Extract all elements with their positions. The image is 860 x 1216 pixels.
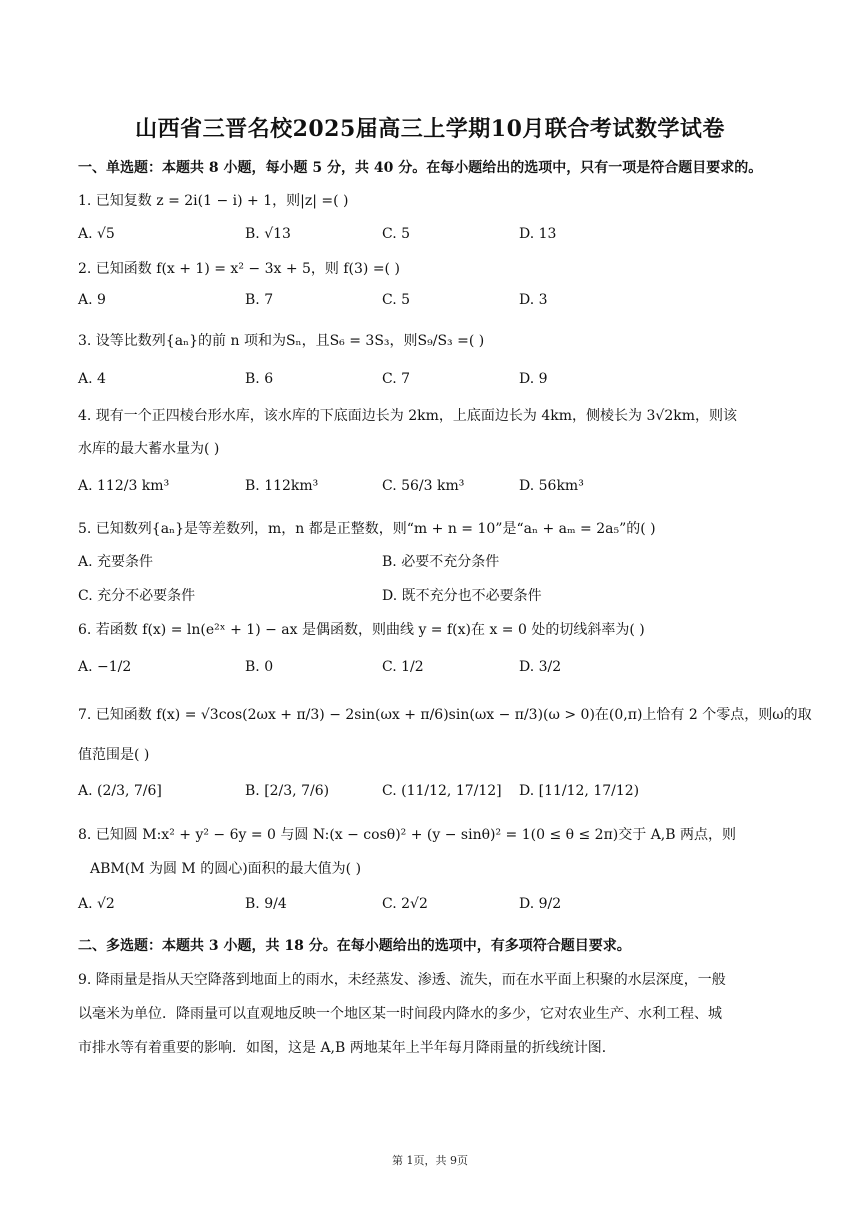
question-2-options — [78, 292, 798, 314]
option-b: B. 112km³ — [245, 478, 319, 494]
option-a: A. √2 — [78, 896, 115, 912]
option-a: A. −1/2 — [78, 659, 132, 675]
option-d: D. 9/2 — [519, 896, 562, 912]
option-a: A. 充要条件 — [78, 554, 154, 570]
question-7-stem: 7. 已知函数 f(x) = √3cos(2ωx + π/3) − 2sin(ωx + π/6)sin(ωx − π/3)(ω > 0)在(0,π)上恰有 2 个零点，则ω的取 — [78, 707, 812, 723]
option-d: D. 既不充分也不必要条件 — [382, 588, 542, 604]
page-footer: 第 1页，共 9页 — [392, 1154, 468, 1167]
option-b: B. 0 — [245, 659, 274, 675]
question-4-options — [78, 478, 798, 500]
question-8-stem-continued: ABM(M 为圆 M 的圆心)面积的最大值为( ) — [90, 861, 362, 877]
option-c: C. 7 — [382, 371, 411, 387]
question-8-stem: 8. 已知圆 M:x² + y² − 6y = 0 与圆 N:(x − cosθ)² + (y − sinθ)² = 1(0 ≤ θ ≤ 2π)交于 A,B 两点，则 — [78, 827, 736, 843]
question-7-options — [78, 783, 798, 805]
option-c: C. 5 — [382, 292, 411, 308]
question-6-options — [78, 659, 798, 681]
question-8-options — [78, 896, 798, 918]
option-c: C. (11/12, 17/12] — [382, 783, 502, 799]
exam-title: 山西省三晋名校2025届高三上学期10月联合考试数学试卷 — [135, 116, 725, 142]
question-9-line-2: 以毫米为单位．降雨量可以直观地反映一个地区某一时间段内降水的多少，它对农业生产、水利工程、城 — [78, 1006, 722, 1022]
option-d: D. 9 — [519, 371, 548, 387]
option-c: C. 2√2 — [382, 896, 428, 912]
section-heading-multi-choice: 二、多选题：本题共 3 小题，共 18 分。在每小题给出的选项中，有多项符合题目要求。 — [78, 938, 631, 954]
question-7-stem-continued: 值范围是( ) — [78, 747, 150, 763]
question-1-options — [78, 226, 798, 248]
option-b: B. 7 — [245, 292, 274, 308]
question-4-stem-continued: 水库的最大蓄水量为( ) — [78, 441, 220, 457]
option-d: D. 3/2 — [519, 659, 562, 675]
option-c: C. 56/3 km³ — [382, 478, 465, 494]
option-b: B. 9/4 — [245, 896, 287, 912]
option-d: D. 3 — [519, 292, 548, 308]
section-heading-single-choice: 一、单选题：本题共 8 小题，每小题 5 分，共 40 分。在每小题给出的选项中，只有一项是符合题目要求的。 — [78, 160, 763, 176]
question-2-stem: 2. 已知函数 f(x + 1) = x² − 3x + 5，则 f(3) =( ) — [78, 261, 400, 277]
question-5-stem: 5. 已知数列{aₙ}是等差数列，m，n 都是正整数，则“m + n = 10”是“aₙ + aₘ = 2a₅”的( ) — [78, 521, 656, 537]
question-3-stem: 3. 设等比数列{aₙ}的前 n 项和为Sₙ，且S₆ = 3S₃，则S₉/S₃ =( ) — [78, 333, 485, 349]
option-a: A. 112/3 km³ — [78, 478, 170, 494]
question-5-options-row1 — [78, 551, 798, 573]
question-9-line-3: 市排水等有着重要的影响．如图，这是 A,B 两地某年上半年每月降雨量的折线统计图． — [78, 1040, 616, 1056]
option-a: A. (2/3, 7/6] — [78, 783, 162, 799]
option-a: A. 4 — [78, 371, 106, 387]
option-b: B. 6 — [245, 371, 274, 387]
question-6-stem: 6. 若函数 f(x) = ln(e²ˣ + 1) − ax 是偶函数，则曲线 y = f(x)在 x = 0 处的切线斜率为( ) — [78, 622, 645, 638]
option-d: D. 56km³ — [519, 478, 584, 494]
question-1-stem: 1. 已知复数 z = 2i(1 − i) + 1，则|z| =( ) — [78, 193, 349, 209]
question-3-options — [78, 371, 798, 393]
question-4-stem: 4. 现有一个正四棱台形水库，该水库的下底面边长为 2km，上底面边长为 4km，侧棱长为 3√2km，则该 — [78, 408, 737, 424]
option-a: A. 9 — [78, 292, 106, 308]
option-c: C. 5 — [382, 226, 411, 242]
option-b: B. 必要不充分条件 — [382, 554, 500, 570]
option-b: B. [2/3, 7/6) — [245, 783, 330, 799]
question-9-line-1: 9. 降雨量是指从天空降落到地面上的雨水，未经蒸发、渗透、流失，而在水平面上积聚的水层深度，一般 — [78, 972, 726, 988]
option-a: A. √5 — [78, 226, 115, 242]
option-d: D. 13 — [519, 226, 557, 242]
option-b: B. √13 — [245, 226, 291, 242]
question-5-options-row2 — [78, 585, 798, 607]
option-c: C. 充分不必要条件 — [78, 588, 196, 604]
option-c: C. 1/2 — [382, 659, 424, 675]
option-d: D. [11/12, 17/12) — [519, 783, 640, 799]
